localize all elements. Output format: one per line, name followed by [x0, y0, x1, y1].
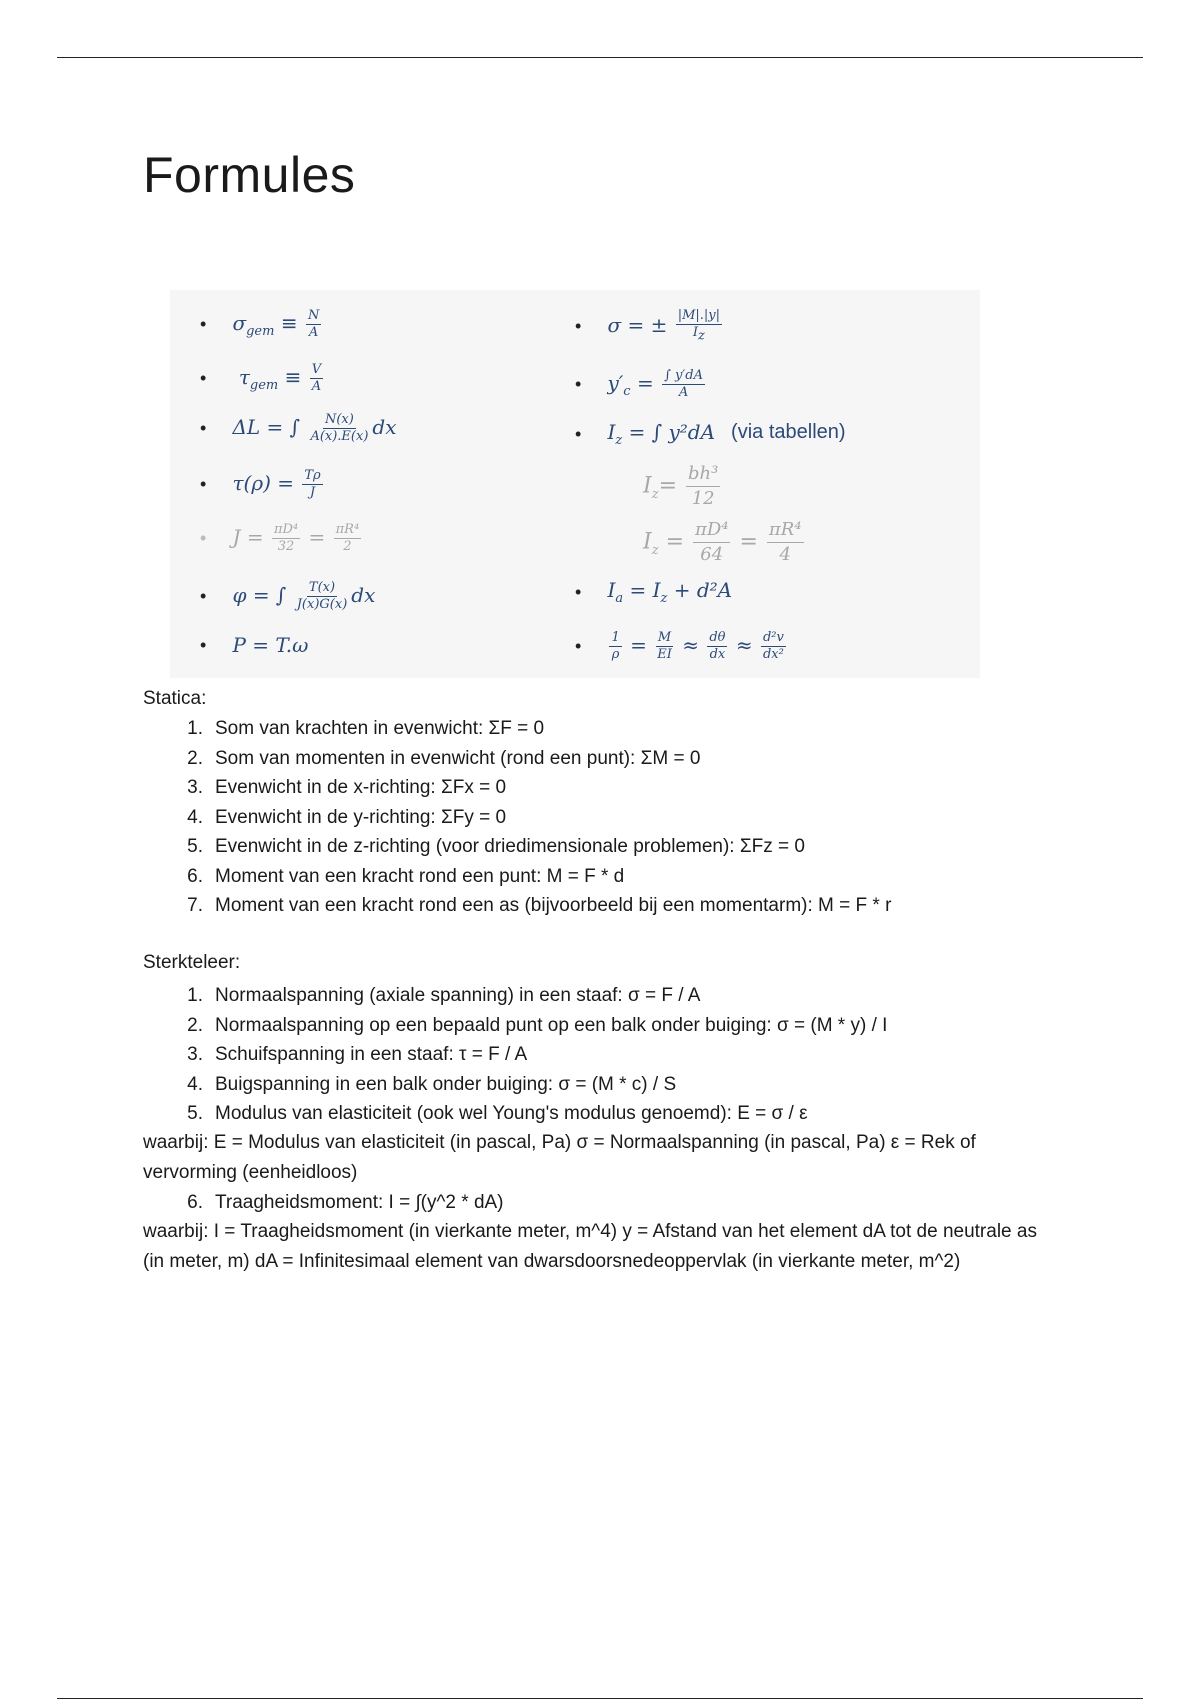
bullet: •: [575, 315, 582, 336]
list-item: 4. Buigspanning in een balk onder buiging: σ = (M * c) / S: [187, 1073, 677, 1095]
bullet: •: [575, 636, 582, 656]
formula-circle-inertia: $I_z$ = $\frac{\text{πD⁴}}{64}$ = $\frac{\text{πR⁴}}{4}$: [643, 519, 802, 565]
sterkteleer-heading: Sterkteleer:: [143, 952, 241, 973]
bullet: •: [200, 586, 207, 606]
list-item: 1. Normaalspanning (axiale spanning) in een staaf: σ = F / A: [187, 985, 701, 1006]
statica-heading: Statica:: [143, 688, 207, 709]
formula-bending-stress: • σ = ± $\frac{|M|.|y|}{I_z}$: [575, 308, 721, 344]
list-item: 6. Traagheidsmoment: I = ∫(y^2 * dA): [187, 1192, 504, 1213]
bullet: •: [200, 368, 207, 388]
formula-delta-l: • ΔL = ∫ $\frac{N(x)}{A(x).E(x)}$ dx: [200, 412, 397, 444]
bullet: •: [200, 634, 207, 655]
sterkteleer-list-continued: [143, 1188, 504, 1218]
formula-power: • P = T.ω: [200, 633, 309, 657]
list-item: 2. Normaalspanning op een bepaald punt op een balk onder buiging: σ = (M * y) / I: [187, 1014, 888, 1036]
formula-area-moment: • $I_z$ = ∫ y²dA (via tabellen): [575, 420, 846, 448]
bullet: •: [200, 314, 207, 334]
header-rule: [57, 57, 1143, 58]
list-item: 2. Som van momenten in evenwicht (rond een punt): ΣM = 0: [187, 747, 701, 769]
list-item: 1. Som van krachten in evenwicht: ΣF = 0: [187, 718, 545, 739]
bullet: •: [575, 423, 582, 444]
footer-rule: [57, 1698, 1143, 1699]
formula-curvature: • $\frac{1}{\rho}$ = $\frac{M}{EI}$ ≈ $\frac{d\theta}{dx}$ ≈ $\frac{\text{d²v}}{\text{dx²}}$: [575, 630, 784, 662]
bullet: •: [575, 581, 582, 602]
list-item: 4. Evenwicht in de y-richting: ΣFy = 0: [187, 806, 507, 828]
page-title: Formules: [143, 147, 356, 203]
formula-phi: • φ = ∫ $\frac{T(x)}{J(x)G(x)}$ dx: [200, 580, 376, 612]
statica-list: [143, 714, 891, 921]
list-item: 3. Evenwicht in de x-richting: ΣFx = 0: [187, 777, 507, 798]
formula-parallel-axis: • $I_a = I_z + d^2A$: [575, 578, 733, 606]
list-item: 7. Moment van een kracht rond een as (bijvoorbeeld bij een momentarm): M = F * r: [187, 895, 892, 916]
list-item: 5. Evenwicht in de z-richting (voor driedimensionale problemen): ΣFz = 0: [187, 836, 805, 857]
formula-image: [170, 290, 980, 678]
formula-tau-gem: • $\tau_{gem}$ ≡ $\frac{V}{A}$: [200, 362, 322, 394]
bullet: •: [200, 474, 207, 494]
list-item: 3. Schuifspanning in een staaf: τ = F / A: [187, 1044, 528, 1065]
sterkteleer-list: [143, 981, 887, 1129]
formula-centroid: • $y'_c$ = $\frac{\int y'dA}{A}$: [575, 368, 703, 400]
bullet: •: [575, 374, 582, 394]
formula-polar-moment: • J = $\frac{\text{πD⁴}}{32}$ = $\frac{\text{πR⁴}}{2}$: [200, 522, 360, 554]
bullet: •: [200, 418, 207, 438]
formula-rect-inertia: $I_z=$ $\frac{\text{bh³}}{12}$: [643, 463, 719, 509]
elasticity-note: waarbij: E = Modulus van elasticiteit (in pascal, Pa) σ = Normaalspanning (in pascal, Pa) ε = Rek of vervorming (eenheidloos): [143, 1132, 976, 1183]
formula-tau-rho: • τ(ρ) = $\frac{T\rho}{J}$: [200, 468, 321, 500]
inertia-note: waarbij: I = Traagheidsmoment (in vierkante meter, m^4) y = Afstand van het element dA tot de neutrale as (in meter, m) dA = Infinitesimaal element van dwarsdoorsnedeoppervlak (in vierkante meter, m^2): [143, 1221, 1037, 1272]
list-item: 5. Modulus van elasticiteit (ook wel Young's modulus genoemd): E = σ / ε: [187, 1103, 808, 1124]
list-item: 6. Moment van een kracht rond een punt: M = F * d: [187, 865, 625, 887]
bullet: •: [200, 528, 207, 548]
formula-sigma-gem: • $\sigma_{gem}$ ≡ $\frac{N}{A}$: [200, 308, 320, 340]
